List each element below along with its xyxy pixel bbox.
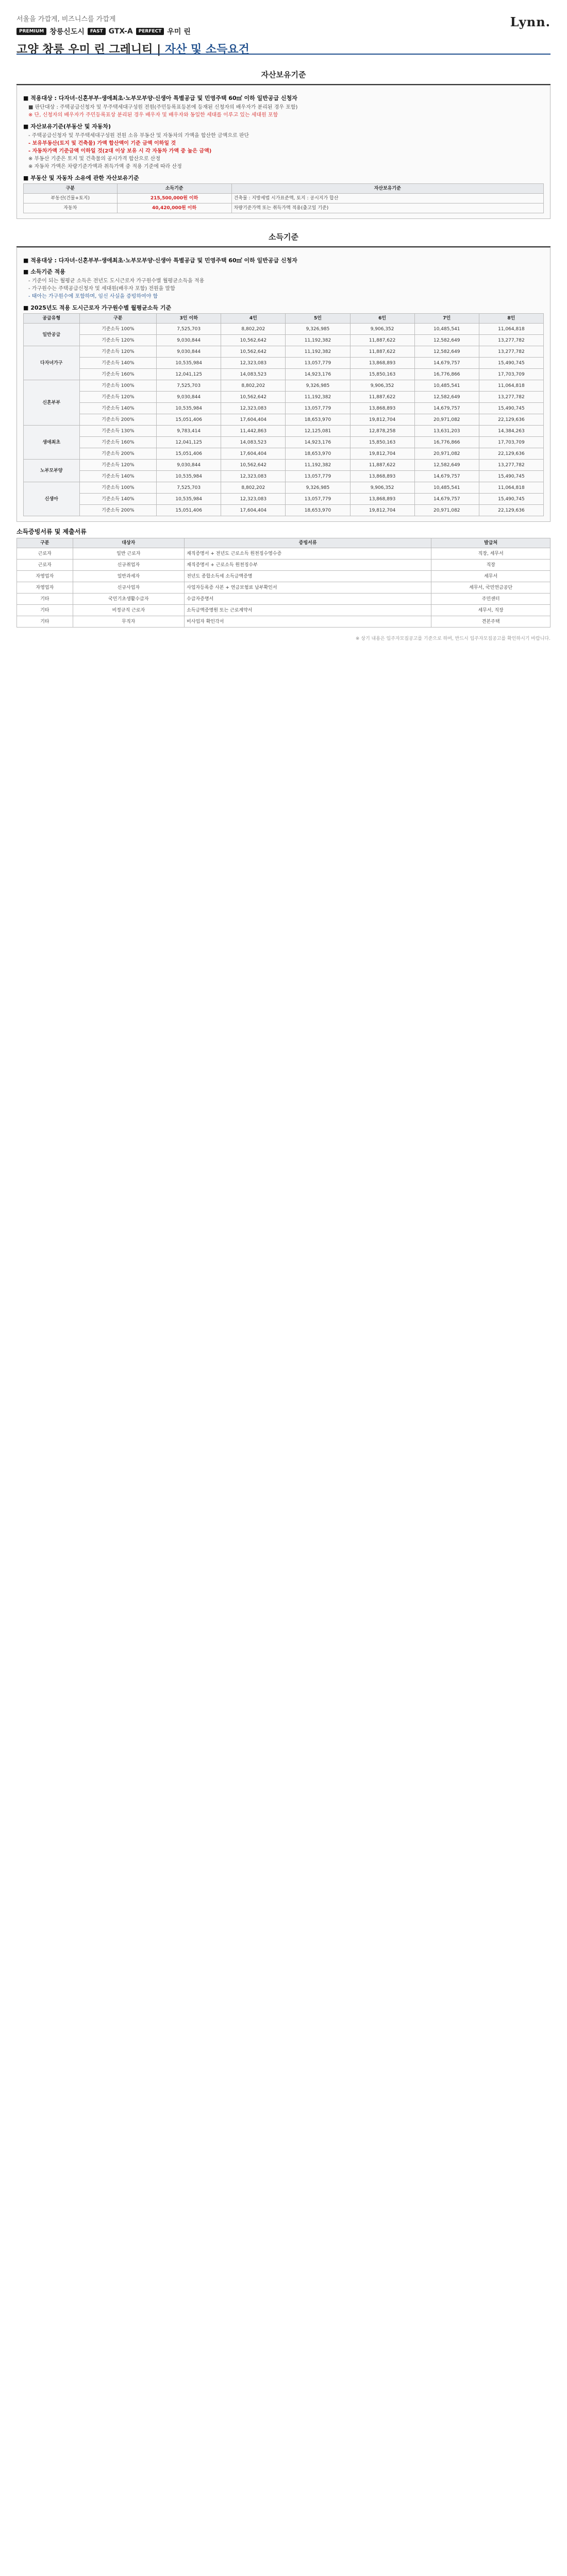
brand-logo: Lynn.	[510, 14, 551, 29]
income-cell: 12,878,258	[350, 426, 414, 437]
asset-title: 자산보유기준	[16, 64, 551, 85]
table-row	[24, 482, 544, 494]
income-type-cell: 일반공급	[24, 324, 80, 346]
income-cell: 기준소득 100%	[79, 482, 157, 494]
income-cell: 9,030,844	[157, 392, 221, 403]
income-cell: 14,679,757	[414, 471, 479, 482]
docs-cell: 수급자증명서	[185, 594, 431, 605]
asset-th: 구분	[24, 184, 118, 194]
income-th: 구분	[79, 314, 157, 324]
income-cell: 11,442,863	[221, 426, 286, 437]
income-cell: 11,064,818	[479, 324, 543, 335]
income-cell: 14,923,176	[286, 369, 350, 380]
docs-th: 구분	[17, 538, 73, 548]
income-cell: 기준소득 100%	[79, 380, 157, 392]
docs-cell: 직장, 세무서	[431, 548, 551, 560]
asset-line: - 주택공급신청자 및 무주택세대구성원 전원 소유 부동산 및 자동차의 가액을 합산한 금액으로 판단	[28, 133, 249, 139]
income-cell: 19,812,704	[350, 505, 414, 516]
income-cell: 13,868,893	[350, 358, 414, 369]
income-cell: 9,326,985	[286, 482, 350, 494]
income-type-cell: 신생아	[24, 482, 80, 516]
income-cell: 13,057,779	[286, 471, 350, 482]
income-cell: 10,485,541	[414, 482, 479, 494]
income-head-1: ■ 적용대상 : 다자녀·신혼부부·생애최초·노부모부양·신생아 특별공급 및 민영주택 60㎡ 이하 일반공급 신청자	[23, 257, 297, 264]
income-cell: 12,323,083	[221, 358, 286, 369]
header-badges	[16, 26, 551, 37]
income-cell: 기준소득 140%	[79, 358, 157, 369]
income-cell: 11,887,622	[350, 392, 414, 403]
income-cell: 기준소득 120%	[79, 392, 157, 403]
asset-th: 소득기준	[117, 184, 231, 194]
income-cell: 22,129,636	[479, 414, 543, 426]
income-cell: 기준소득 160%	[79, 369, 157, 380]
income-cell: 13,277,782	[479, 346, 543, 358]
income-line: - 태아는 가구원수에 포함하며, 임신 사실을 증빙하여야 함	[28, 294, 158, 299]
income-line: - 기준이 되는 월평균 소득은 전년도 도시근로자 가구원수별 월평균소득을 적용	[28, 278, 205, 284]
income-cell: 22,129,636	[479, 448, 543, 460]
income-cell: 15,850,163	[350, 437, 414, 448]
income-cell: 10,535,984	[157, 471, 221, 482]
table-row	[24, 358, 544, 369]
income-cell: 10,562,642	[221, 392, 286, 403]
income-cell: 10,562,642	[221, 346, 286, 358]
income-cell: 13,277,782	[479, 335, 543, 346]
docs-th: 발급처	[431, 538, 551, 548]
income-cell: 15,490,745	[479, 403, 543, 414]
income-cell: 12,582,649	[414, 392, 479, 403]
table-row	[24, 335, 544, 346]
income-cell: 기준소득 200%	[79, 414, 157, 426]
income-section	[16, 226, 551, 522]
asset-section	[16, 64, 551, 219]
docs-cell: 주민센터	[431, 594, 551, 605]
income-th: 4인	[221, 314, 286, 324]
income-cell: 13,057,779	[286, 494, 350, 505]
docs-cell: 재직증명서 + 전년도 근로소득 원천징수영수증	[185, 548, 431, 560]
docs-th: 대상자	[73, 538, 184, 548]
asset-line: ※ 자동차 가액은 차량기준가액과 취득가액 중 적용 기준에 따라 산정	[28, 164, 182, 170]
income-cell: 10,562,642	[221, 335, 286, 346]
income-cell: 12,323,083	[221, 403, 286, 414]
income-cell: 기준소득 120%	[79, 335, 157, 346]
income-head-2: ■ 소득기준 적용	[23, 268, 65, 275]
income-cell: 9,030,844	[157, 460, 221, 471]
income-cell: 9,906,352	[350, 380, 414, 392]
income-cell: 11,887,622	[350, 335, 414, 346]
table-row	[24, 346, 544, 358]
badge-text-1: 창릉신도시	[49, 28, 85, 36]
income-cell: 15,051,406	[157, 414, 221, 426]
income-th: 3인 이하	[157, 314, 221, 324]
income-cell: 17,703,709	[479, 437, 543, 448]
income-cell: 11,064,818	[479, 482, 543, 494]
docs-cell: 세무서, 직장	[431, 605, 551, 616]
income-cell: 18,653,970	[286, 414, 350, 426]
income-cell: 10,485,541	[414, 324, 479, 335]
docs-cell: 세무서	[431, 571, 551, 582]
docs-cell: 직장	[431, 560, 551, 571]
docs-cell: 자영업자	[17, 571, 73, 582]
income-cell: 13,277,782	[479, 392, 543, 403]
income-cell: 11,887,622	[350, 346, 414, 358]
income-cell: 7,525,703	[157, 482, 221, 494]
income-cell: 10,535,984	[157, 358, 221, 369]
docs-cell: 재직증명서 + 근로소득 원천징수부	[185, 560, 431, 571]
badge-perfect: PERFECT	[136, 28, 164, 35]
income-cell: 14,923,176	[286, 437, 350, 448]
income-cell: 12,582,649	[414, 335, 479, 346]
income-cell: 9,783,414	[157, 426, 221, 437]
income-cell: 13,868,893	[350, 403, 414, 414]
income-cell: 19,812,704	[350, 414, 414, 426]
asset-table	[23, 183, 544, 213]
income-cell: 20,971,082	[414, 414, 479, 426]
title-sub: 그레니티	[109, 43, 153, 56]
docs-th: 증빙서류	[185, 538, 431, 548]
income-cell: 15,051,406	[157, 505, 221, 516]
income-cell: 기준소득 140%	[79, 471, 157, 482]
income-head-3: ■ 2025년도 적용 도시근로자 가구원수별 월평균소득 기준	[23, 304, 172, 311]
income-cell: 13,868,893	[350, 494, 414, 505]
docs-cell: 비정규직 근로자	[73, 605, 184, 616]
asset-box	[16, 85, 551, 219]
asset-th: 자산보유기준	[231, 184, 543, 194]
asset-cell: 건축물 : 지방세법 시가표준액, 토지 : 공시지가 합산	[231, 194, 543, 204]
income-cell: 8,802,202	[221, 324, 286, 335]
header-rule	[16, 54, 551, 55]
income-cell: 9,326,985	[286, 380, 350, 392]
income-cell: 18,653,970	[286, 448, 350, 460]
badge-text-2: GTX-A	[108, 27, 133, 36]
table-row	[17, 616, 551, 628]
income-cell: 11,064,818	[479, 380, 543, 392]
income-cell: 8,802,202	[221, 380, 286, 392]
docs-cell: 견본주택	[431, 616, 551, 628]
income-table	[23, 313, 544, 516]
income-cell: 9,030,844	[157, 346, 221, 358]
table-row	[17, 605, 551, 616]
asset-cell: 40,420,000원 이하	[117, 204, 231, 213]
asset-head-3: ■ 부동산 및 자동차 소유에 관한 자산보유기준	[23, 175, 139, 181]
income-cell: 20,971,082	[414, 448, 479, 460]
asset-cell: 부동산(건물+토지)	[24, 194, 118, 204]
docs-cell: 기타	[17, 594, 73, 605]
asset-line: ■ 판단대상 : 주택공급신청자 및 무주택세대구성원 전원(주민등록표등본에 등재된 신청자의 배우자가 분리된 경우 포함)	[28, 105, 298, 110]
docs-cell: 기타	[17, 616, 73, 628]
badge-text-3: 우미 린	[167, 28, 191, 36]
page-title: 고양 창릉 우미 린 그레니티 | 자산 및 소득요건	[16, 43, 249, 56]
income-cell: 12,125,081	[286, 426, 350, 437]
income-cell: 기준소득 200%	[79, 505, 157, 516]
income-cell: 20,971,082	[414, 505, 479, 516]
income-cell: 11,192,382	[286, 392, 350, 403]
income-th: 공급유형	[24, 314, 80, 324]
income-cell: 14,679,757	[414, 403, 479, 414]
income-cell: 11,887,622	[350, 460, 414, 471]
income-cell: 15,850,163	[350, 369, 414, 380]
income-cell: 기준소득 140%	[79, 494, 157, 505]
table-row	[24, 437, 544, 448]
asset-line: - 자동차가액 기준금액 이하일 것(2대 이상 보유 시 각 자동차 가액 중 높은 금액)	[28, 148, 212, 154]
table-row	[24, 392, 544, 403]
badge-premium: PREMIUM	[16, 28, 46, 35]
income-cell: 16,776,866	[414, 437, 479, 448]
income-cell: 17,604,404	[221, 448, 286, 460]
income-cell: 17,703,709	[479, 369, 543, 380]
income-cell: 13,057,779	[286, 403, 350, 414]
income-cell: 17,604,404	[221, 414, 286, 426]
income-type-cell: 신혼부부	[24, 380, 80, 426]
income-cell: 12,041,125	[157, 437, 221, 448]
docs-cell: 근로자	[17, 548, 73, 560]
asset-line: - 보유부동산(토지 및 건축물) 가액 합산액이 기준 금액 이하일 것	[28, 141, 176, 146]
income-cell: 19,812,704	[350, 448, 414, 460]
docs-cell: 자영업자	[17, 582, 73, 594]
docs-cell: 국민기초생활수급자	[73, 594, 184, 605]
asset-cell: 215,500,000원 이하	[117, 194, 231, 204]
income-cell: 11,192,382	[286, 335, 350, 346]
table-row	[24, 369, 544, 380]
asset-cell: 차량기준가액 또는 취득가액 적용(출고일 기준)	[231, 204, 543, 213]
income-cell: 14,083,523	[221, 369, 286, 380]
table-row	[24, 460, 544, 471]
docs-title: 소득증빙서류 및 제출서류	[16, 528, 87, 535]
table-row	[24, 494, 544, 505]
income-cell: 22,129,636	[479, 505, 543, 516]
income-cell: 15,490,745	[479, 358, 543, 369]
page	[0, 0, 567, 652]
income-cell: 14,679,757	[414, 358, 479, 369]
header	[0, 0, 567, 57]
income-cell: 기준소득 120%	[79, 460, 157, 471]
income-cell: 16,776,866	[414, 369, 479, 380]
table-row	[24, 403, 544, 414]
table-row	[24, 324, 544, 335]
docs-cell: 신규취업자	[73, 560, 184, 571]
income-cell: 기준소득 120%	[79, 346, 157, 358]
income-cell: 9,906,352	[350, 324, 414, 335]
title-accent: 자산 및 소득요건	[164, 43, 249, 56]
docs-cell: 사업자등록증 사본 + 연금보험료 납부확인서	[185, 582, 431, 594]
docs-cell: 신규사업자	[73, 582, 184, 594]
income-cell: 10,562,642	[221, 460, 286, 471]
income-cell: 12,323,083	[221, 494, 286, 505]
table-row	[24, 426, 544, 437]
income-cell: 13,057,779	[286, 358, 350, 369]
income-cell: 9,906,352	[350, 482, 414, 494]
table-row	[24, 505, 544, 516]
income-cell: 15,051,406	[157, 448, 221, 460]
docs-cell: 기타	[17, 605, 73, 616]
badge-fast: FAST	[88, 28, 106, 35]
asset-line: ※ 단, 신청자의 배우자가 주민등록표상 분리된 경우 배우자 및 배우자와 동일한 세대를 이루고 있는 세대원 포함	[28, 112, 278, 118]
income-type-cell: 노부모부양	[24, 460, 80, 482]
income-cell: 12,582,649	[414, 460, 479, 471]
table-row	[17, 582, 551, 594]
table-row	[17, 560, 551, 571]
income-cell: 18,653,970	[286, 505, 350, 516]
docs-cell: 세무서, 국민연금공단	[431, 582, 551, 594]
income-cell: 7,525,703	[157, 324, 221, 335]
table-row	[17, 594, 551, 605]
asset-head-2: ■ 자산보유기준(부동산 및 자동차)	[23, 123, 111, 130]
footer-note: ※ 상기 내용은 입주자모집공고를 기준으로 하며, 반드시 입주자모집공고를 확인하시기 바랍니다.	[355, 636, 551, 641]
income-cell: 13,277,782	[479, 460, 543, 471]
income-cell: 8,802,202	[221, 482, 286, 494]
income-cell: 10,485,541	[414, 380, 479, 392]
income-cell: 13,631,203	[414, 426, 479, 437]
income-cell: 기준소득 100%	[79, 324, 157, 335]
table-row	[24, 204, 544, 213]
table-row	[24, 448, 544, 460]
income-cell: 15,490,745	[479, 471, 543, 482]
income-th: 5인	[286, 314, 350, 324]
income-title: 소득기준	[16, 226, 551, 247]
income-cell: 기준소득 160%	[79, 437, 157, 448]
income-type-cell: 다자녀가구	[24, 346, 80, 380]
income-cell: 7,525,703	[157, 380, 221, 392]
asset-head-1: ■ 적용대상 : 다자녀·신혼부부·생애최초·노부모부양·신생아 특별공급 및 민영주택 60㎡ 이하 일반공급 신청자	[23, 95, 297, 101]
income-cell: 11,192,382	[286, 460, 350, 471]
income-cell: 기준소득 130%	[79, 426, 157, 437]
income-cell: 9,030,844	[157, 335, 221, 346]
docs-cell: 전년도 종합소득세 소득금액증명	[185, 571, 431, 582]
asset-line: ※ 부동산 기준은 토지 및 건축물의 공시가격 합산으로 산정	[28, 156, 160, 162]
income-cell: 17,604,404	[221, 505, 286, 516]
asset-cell: 자동차	[24, 204, 118, 213]
docs-cell: 일반과세자	[73, 571, 184, 582]
docs-cell: 비사업자 확인각서	[185, 616, 431, 628]
income-cell: 9,326,985	[286, 324, 350, 335]
income-cell: 12,041,125	[157, 369, 221, 380]
income-th: 7인	[414, 314, 479, 324]
income-cell: 12,582,649	[414, 346, 479, 358]
income-cell: 14,083,523	[221, 437, 286, 448]
income-box	[16, 247, 551, 522]
income-cell: 14,679,757	[414, 494, 479, 505]
header-tagline: 서울을 가깝게, 비즈니스를 가깝게	[16, 15, 116, 23]
table-row	[24, 194, 544, 204]
docs-section	[16, 527, 551, 628]
income-th: 6인	[350, 314, 414, 324]
table-row	[24, 380, 544, 392]
table-row	[24, 471, 544, 482]
docs-cell: 무직자	[73, 616, 184, 628]
income-line: - 가구원수는 주택공급신청자 및 세대원(배우자 포함) 전원을 말함	[28, 286, 175, 292]
table-row	[17, 571, 551, 582]
docs-table	[16, 538, 551, 628]
table-row	[17, 548, 551, 560]
income-type-cell: 생애최초	[24, 426, 80, 460]
income-cell: 기준소득 200%	[79, 448, 157, 460]
income-cell: 12,323,083	[221, 471, 286, 482]
title-main: 고양 창릉 우미 린	[16, 43, 105, 56]
income-cell: 기준소득 140%	[79, 403, 157, 414]
income-cell: 13,868,893	[350, 471, 414, 482]
table-row	[24, 414, 544, 426]
income-cell: 10,535,984	[157, 494, 221, 505]
income-cell: 11,192,382	[286, 346, 350, 358]
docs-cell: 일반 근로자	[73, 548, 184, 560]
income-cell: 14,384,263	[479, 426, 543, 437]
docs-cell: 소득금액증명원 또는 근로계약서	[185, 605, 431, 616]
income-th: 8인	[479, 314, 543, 324]
income-cell: 10,535,984	[157, 403, 221, 414]
docs-cell: 근로자	[17, 560, 73, 571]
income-cell: 15,490,745	[479, 494, 543, 505]
